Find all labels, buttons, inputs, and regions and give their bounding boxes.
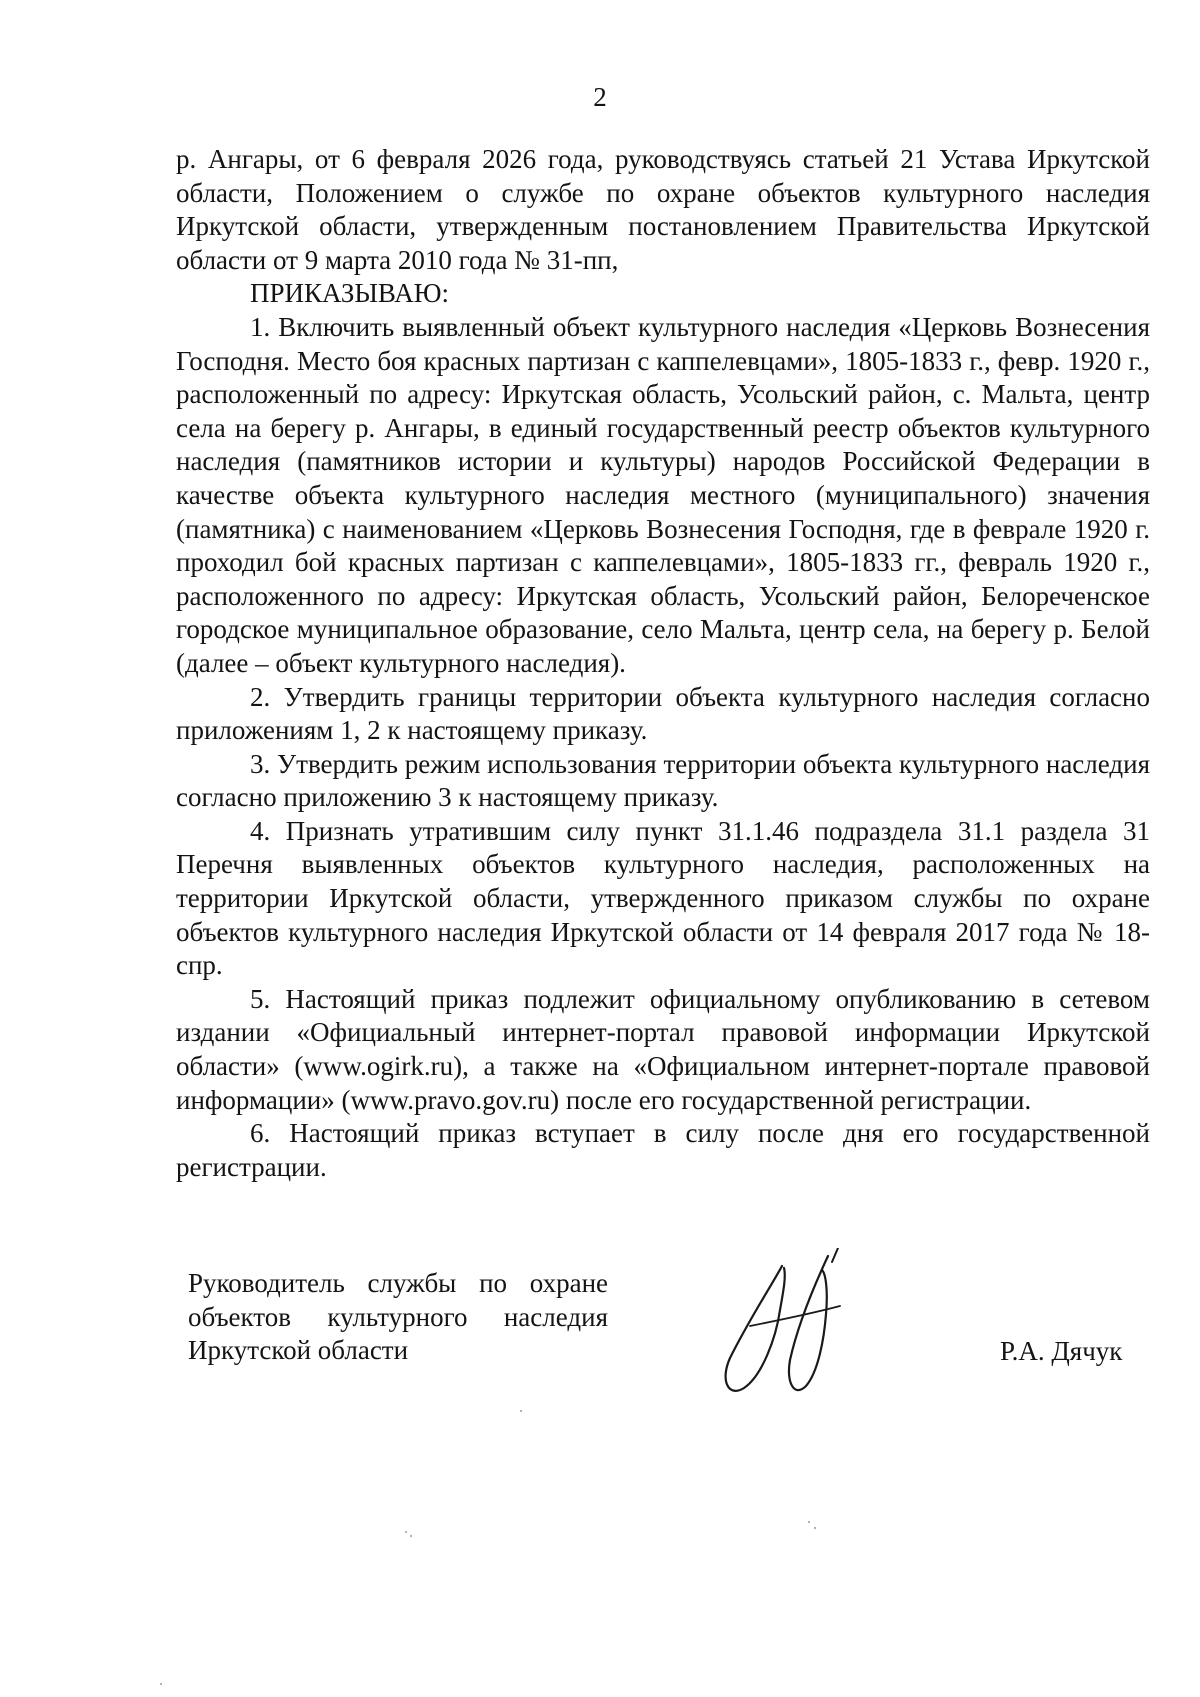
signatory-position xyxy=(188,1267,608,1368)
paragraph-item-2: 2. Утвердить границы территории объекта культурного наследия согласно приложениям 1, 2 к настоящему приказу. xyxy=(176,681,1150,746)
paragraph-preamble: р. Ангары, от 6 февраля 2026 года, руководствуясь статьей 21 Устава Иркутской области, Положением о службе по охране объектов культурного наследия Иркутской области, утвержденным постановлением Правительства Иркутской области от 9 марта 2010 года № 31-пп, xyxy=(176,144,1150,275)
signatory-position-line-3: Иркутской области xyxy=(188,1335,409,1366)
paragraph-item-6: 6. Настоящий приказ вступает в силу после дня его государственной регистрации. xyxy=(176,1118,1150,1182)
document-body xyxy=(176,143,1150,1184)
handwritten-signature-icon xyxy=(710,1248,890,1408)
paragraph-item-4: 4. Признать утратившим силу пункт 31.1.46 подраздела 31.1 раздела 31 Перечня выявленных объектов культурного наследия, расположенных на территории Иркутской области, утвержденного приказом службы по охране объектов культурного наследия Иркутской области от 14 февраля 2017 года № 18-спр. xyxy=(176,815,1150,981)
scan-speckle xyxy=(160,1683,162,1685)
paragraph-item-5: 5. Настоящий приказ подлежит официальному опубликованию в сетевом издании «Официальный интернет-портал правовой информации Иркутской области» (www.ogirk.ru), а также на «Официальном интернет-портале правовой информации» (www.pravo.gov.ru) после его государственной регистрации. xyxy=(176,983,1150,1115)
scan-speckle xyxy=(405,1531,407,1533)
signer-name: Р.А. Дячук xyxy=(1000,1336,1123,1366)
signatory-position-line-1: Руководитель службы по охране xyxy=(188,1268,608,1298)
page-number: 2 xyxy=(593,82,607,112)
signatory-position-line-2: объектов культурного наследия xyxy=(188,1301,608,1332)
paragraph-order-heading: ПРИКАЗЫВАЮ: xyxy=(250,278,449,309)
scan-speckle xyxy=(520,1410,522,1412)
paragraph-item-1: 1. Включить выявленный объект культурного наследия «Церковь Вознесения Господня. Место боя красных партизан с каппелевцами», 1805-1833 г., февр. 1920 г., расположенный по адресу: Иркутская область, Усольский район, с. Мальта, центр села на берегу р. Ангары, в единый государственный реестр объектов культурного наследия (памятников истории и культуры) народов Российской Федерации в качестве объекта культурного наследия местного (муниципального) значения (памятника) с наименованием «Церковь Вознесения Господня, где в феврале 1920 г. проходил бой красных партизан с каппелевцами», 1805-1833 гг., февраль 1920 г., расположенного по адресу: Иркутская область, Усольский район, Белореченское городское муниципальное образование, село Мальта, центр села, на берегу р. Белой (далее – объект культурного наследия). xyxy=(176,311,1150,678)
scan-speckle xyxy=(410,1535,412,1537)
scan-speckle xyxy=(808,1521,810,1523)
paragraph-item-3: 3. Утвердить режим использования территории объекта культурного наследия согласно приложению 3 к настоящему приказу. xyxy=(176,748,1150,813)
scan-speckle xyxy=(814,1527,816,1529)
